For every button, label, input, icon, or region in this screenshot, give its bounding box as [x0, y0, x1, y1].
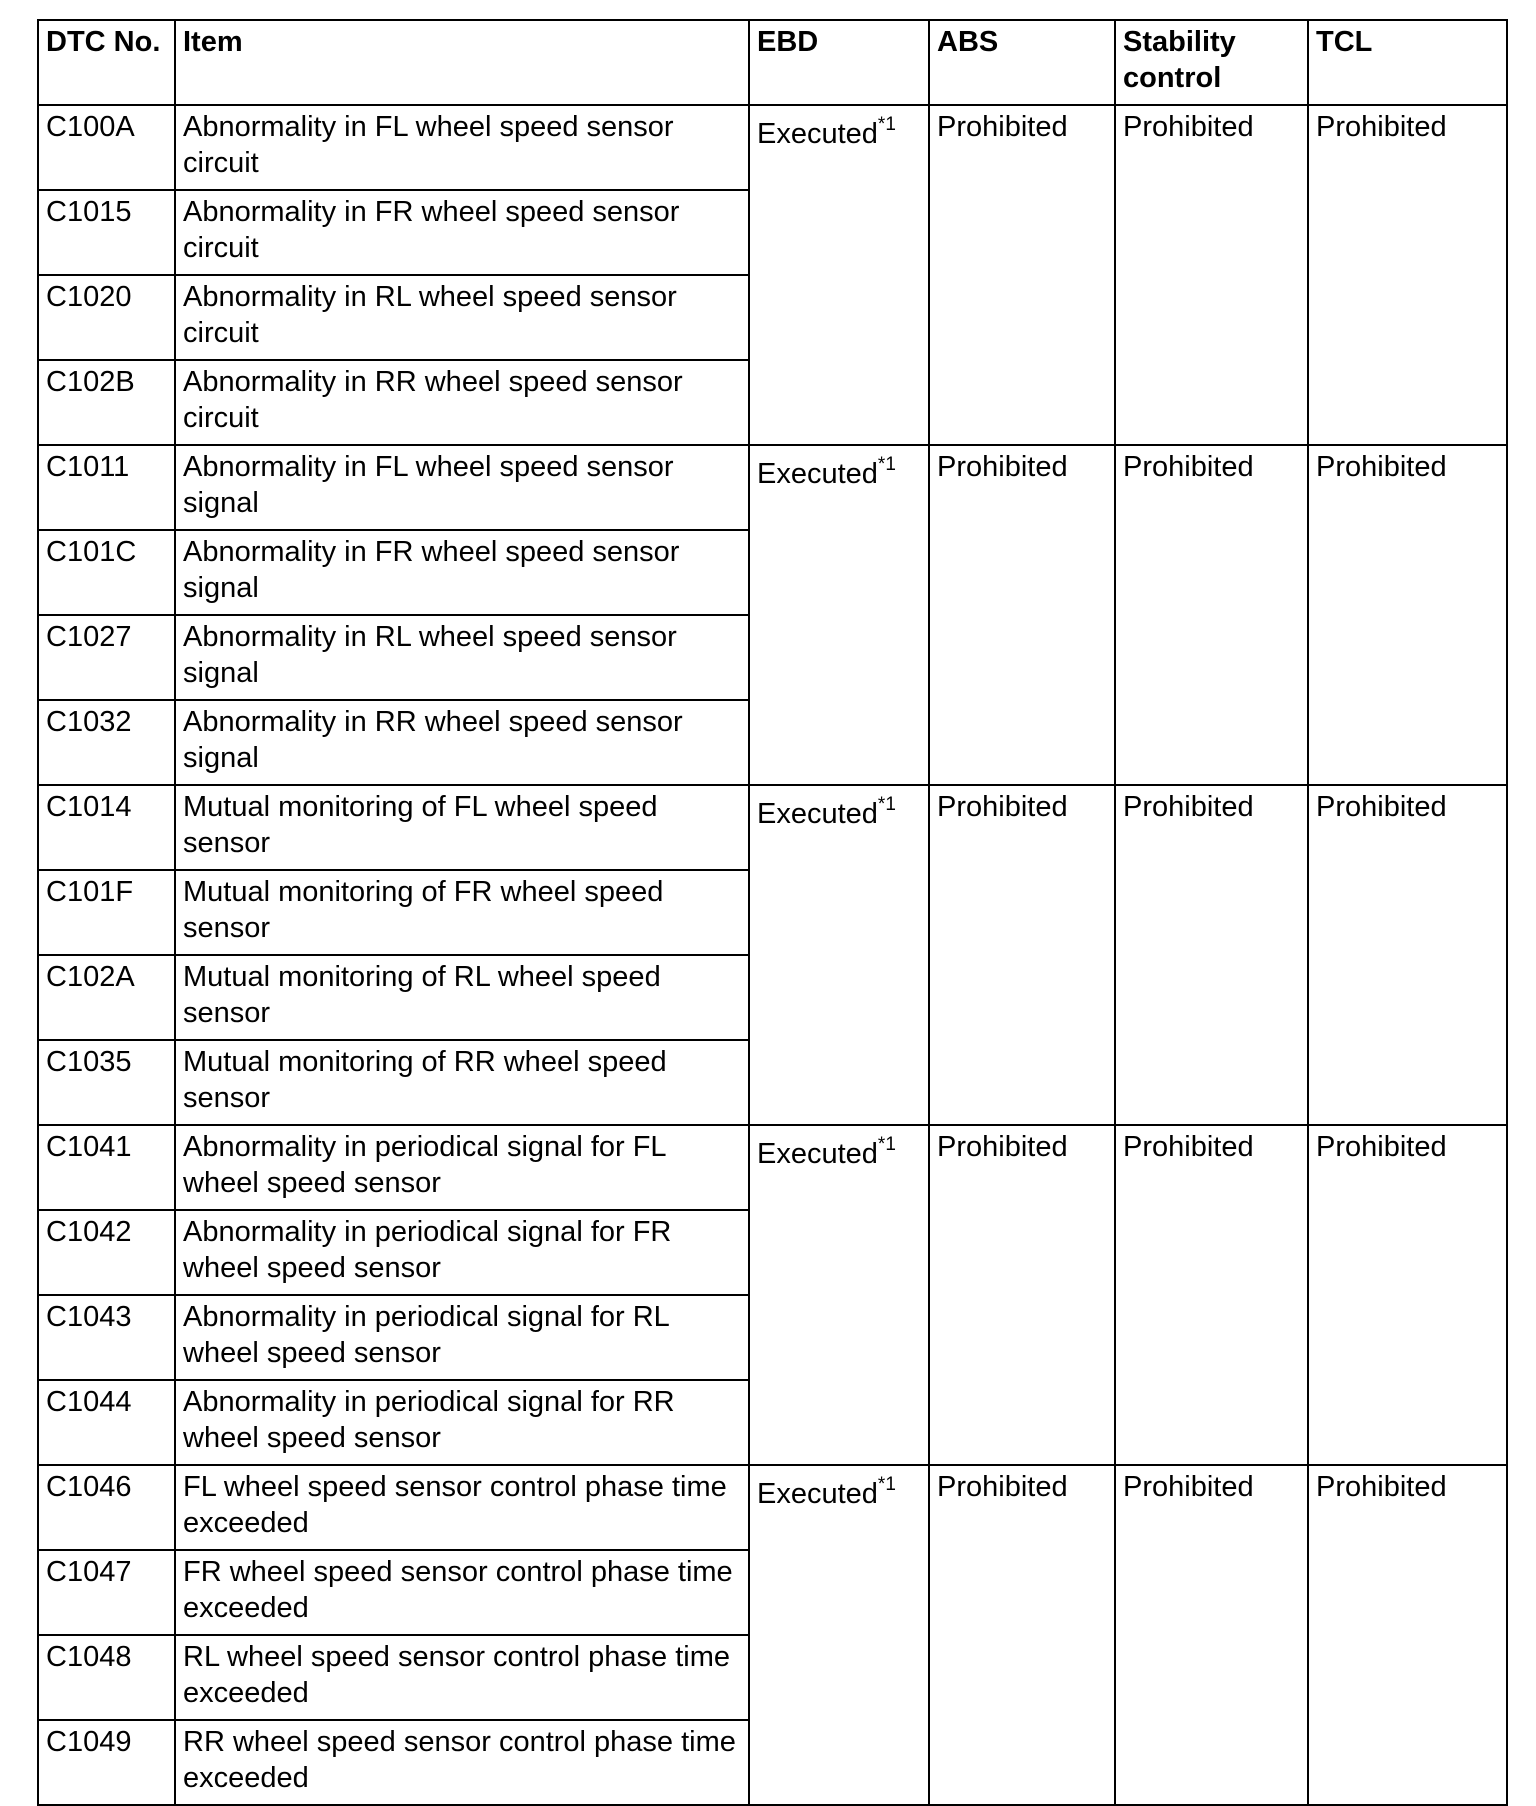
ebd-cell — [749, 105, 929, 445]
abs-cell: Prohibited — [929, 1125, 1115, 1465]
item-cell: Abnormality in periodical signal for RR wheel speed sensor — [175, 1380, 749, 1465]
item-cell: Abnormality in periodical signal for FL wheel speed sensor — [175, 1125, 749, 1210]
dtc-code-cell: C1048 — [38, 1635, 175, 1720]
abs-cell: Prohibited — [929, 445, 1115, 785]
header-abs: ABS — [929, 20, 1115, 105]
item-cell: Abnormality in FL wheel speed sensor signal — [175, 445, 749, 530]
ebd-status: Executed — [757, 798, 878, 830]
ebd-status: Executed — [757, 1478, 878, 1510]
ebd-footnote-marker: *1 — [877, 454, 896, 475]
item-cell: Mutual monitoring of FL wheel speed sensor — [175, 785, 749, 870]
dtc-code-cell: C1041 — [38, 1125, 175, 1210]
table-row — [38, 105, 1507, 190]
dtc-code-cell: C1042 — [38, 1210, 175, 1295]
item-cell: Mutual monitoring of FR wheel speed sensor — [175, 870, 749, 955]
dtc-code-cell: C1011 — [38, 445, 175, 530]
item-cell: Abnormality in periodical signal for FR wheel speed sensor — [175, 1210, 749, 1295]
dtc-code-cell: C1044 — [38, 1380, 175, 1465]
header-tcl: TCL — [1308, 20, 1507, 105]
tcl-cell: Prohibited — [1308, 785, 1507, 1125]
dtc-code-cell: C1015 — [38, 190, 175, 275]
item-cell: Abnormality in RR wheel speed sensor circuit — [175, 360, 749, 445]
item-cell: Abnormality in RL wheel speed sensor circuit — [175, 275, 749, 360]
item-cell: FR wheel speed sensor control phase time exceeded — [175, 1550, 749, 1635]
dtc-code-cell: C1035 — [38, 1040, 175, 1125]
dtc-code-cell: C1032 — [38, 700, 175, 785]
item-cell: Mutual monitoring of RL wheel speed sensor — [175, 955, 749, 1040]
table-row — [38, 445, 1507, 530]
ebd-status: Executed — [757, 1138, 878, 1170]
ebd-status: Executed — [757, 458, 878, 490]
header-ebd: EBD — [749, 20, 929, 105]
tcl-cell: Prohibited — [1308, 445, 1507, 785]
table-row — [38, 785, 1507, 870]
ebd-status: Executed — [757, 118, 878, 150]
table-body — [38, 105, 1507, 1805]
ebd-cell — [749, 1465, 929, 1805]
dtc-code-cell: C1043 — [38, 1295, 175, 1380]
dtc-code-cell: C1014 — [38, 785, 175, 870]
header-dtc-no: DTC No. — [38, 20, 175, 105]
stability-control-cell: Prohibited — [1115, 1465, 1308, 1805]
abs-cell: Prohibited — [929, 785, 1115, 1125]
item-cell: Abnormality in FL wheel speed sensor circuit — [175, 105, 749, 190]
stability-control-cell: Prohibited — [1115, 445, 1308, 785]
dtc-code-cell: C1047 — [38, 1550, 175, 1635]
ebd-cell — [749, 785, 929, 1125]
item-cell: Abnormality in RR wheel speed sensor signal — [175, 700, 749, 785]
item-cell: Abnormality in periodical signal for RL wheel speed sensor — [175, 1295, 749, 1380]
table-row — [38, 1125, 1507, 1210]
tcl-cell: Prohibited — [1308, 1465, 1507, 1805]
dtc-code-cell: C101F — [38, 870, 175, 955]
item-cell: Abnormality in RL wheel speed sensor signal — [175, 615, 749, 700]
ebd-footnote-marker: *1 — [877, 114, 896, 135]
dtc-code-cell: C100A — [38, 105, 175, 190]
header-stability-control: Stability control — [1115, 20, 1308, 105]
dtc-code-cell: C102A — [38, 955, 175, 1040]
item-cell: RL wheel speed sensor control phase time exceeded — [175, 1635, 749, 1720]
table-header — [38, 20, 1507, 105]
item-cell: Abnormality in FR wheel speed sensor circuit — [175, 190, 749, 275]
tcl-cell: Prohibited — [1308, 105, 1507, 445]
ebd-footnote-marker: *1 — [877, 1474, 896, 1495]
item-cell: RR wheel speed sensor control phase time exceeded — [175, 1720, 749, 1805]
stability-control-cell: Prohibited — [1115, 785, 1308, 1125]
abs-cell: Prohibited — [929, 1465, 1115, 1805]
stability-control-cell: Prohibited — [1115, 105, 1308, 445]
dtc-code-cell: C1020 — [38, 275, 175, 360]
ebd-footnote-marker: *1 — [877, 1134, 896, 1155]
dtc-code-cell: C1027 — [38, 615, 175, 700]
header-item: Item — [175, 20, 749, 105]
dtc-code-cell: C102B — [38, 360, 175, 445]
item-cell: Abnormality in FR wheel speed sensor signal — [175, 530, 749, 615]
ebd-cell — [749, 445, 929, 785]
tcl-cell: Prohibited — [1308, 1125, 1507, 1465]
header-row — [38, 20, 1507, 105]
ebd-cell — [749, 1125, 929, 1465]
dtc-code-cell: C1049 — [38, 1720, 175, 1805]
dtc-table — [37, 19, 1508, 1806]
item-cell: Mutual monitoring of RR wheel speed sensor — [175, 1040, 749, 1125]
dtc-code-cell: C101C — [38, 530, 175, 615]
table-row — [38, 1465, 1507, 1550]
ebd-footnote-marker: *1 — [877, 794, 896, 815]
dtc-code-cell: C1046 — [38, 1465, 175, 1550]
stability-control-cell: Prohibited — [1115, 1125, 1308, 1465]
abs-cell: Prohibited — [929, 105, 1115, 445]
item-cell: FL wheel speed sensor control phase time exceeded — [175, 1465, 749, 1550]
